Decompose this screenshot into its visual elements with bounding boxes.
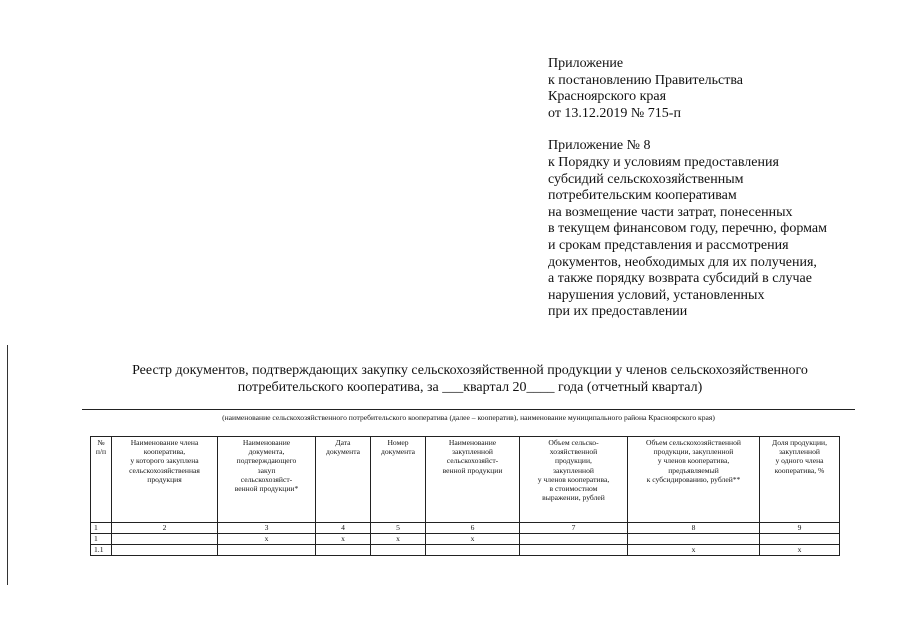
table-cell: 6 — [426, 523, 520, 534]
header-line: документа, — [248, 447, 285, 457]
appendix-line: Приложение — [548, 56, 624, 71]
header-document-number — [371, 437, 426, 523]
header-line: закупленной — [452, 447, 493, 457]
table-cell: 1.1 — [91, 545, 112, 556]
title-line: Реестр документов, подтверждающих закупку сельскохозяйственной продукции у членов сельскохозяйственного — [132, 363, 808, 378]
table-cell — [371, 545, 426, 556]
table-cell: х — [426, 534, 520, 545]
appendix-line: от 13.12.2019 № 715-п — [548, 105, 681, 121]
table-cell: х — [760, 545, 840, 556]
table-cell: 2 — [112, 523, 218, 534]
header-line: продукция — [147, 474, 182, 484]
sub-appendix-line: к Порядку и условиям предоставления — [548, 154, 779, 170]
header-line: в стоимостном — [549, 484, 598, 494]
table-cell — [316, 545, 371, 556]
header-line: продукции, закупленной — [653, 447, 734, 457]
header-line: выражении, рублей — [542, 493, 605, 503]
header-line: Наименование — [242, 438, 291, 447]
header-line: сельскохозяйст- — [240, 474, 293, 484]
header-line: венной продукции* — [234, 484, 299, 494]
header-line: у которого закуплена — [130, 456, 199, 466]
sub-appendix-line: нарушения условий, установленных — [548, 287, 765, 303]
header-line: венной продукции — [442, 465, 503, 475]
table-cell — [760, 534, 840, 545]
spacer — [548, 122, 893, 138]
table-cell: 1 — [91, 534, 112, 545]
header-line: кооператива, % — [774, 465, 825, 475]
table-cell — [426, 545, 520, 556]
header-line: кооператива, — [143, 447, 186, 457]
sub-appendix-line: на возмещение части затрат, понесенных — [548, 204, 793, 220]
table-cell: х — [371, 534, 426, 545]
table-cell — [628, 534, 760, 545]
table-cell: 9 — [760, 523, 840, 534]
appendix-line: Красноярского края — [548, 89, 667, 105]
sub-appendix-line: субсидий сельскохозяйственным — [548, 171, 744, 187]
header-line: подтверждающего — [236, 456, 297, 466]
header-line: у членов кооператива, — [657, 456, 730, 466]
header-member-share — [760, 437, 840, 523]
table-cell — [112, 545, 218, 556]
header-line: Номер — [387, 438, 409, 447]
table-header-row — [91, 437, 840, 523]
header-line: документа — [326, 447, 360, 457]
header-line: предъявляемый — [668, 465, 719, 475]
table-row — [91, 534, 840, 545]
header-document-name — [218, 437, 316, 523]
header-line: сельскохозяйственная — [129, 465, 200, 475]
table-cell: х — [316, 534, 371, 545]
header-line: п/п — [95, 447, 107, 457]
sub-appendix-line: Приложение № 8 — [548, 138, 651, 154]
table-cell: 5 — [371, 523, 426, 534]
table-cell: 1 — [91, 523, 112, 534]
header-line: Объем сельско- — [548, 438, 599, 447]
header-line: сельскохозяйст- — [446, 456, 499, 466]
registry-title — [80, 362, 860, 396]
header-line: у членов кооператива, — [537, 474, 610, 484]
table-row-column-numbers — [91, 523, 840, 534]
header-line: Доля продукции, — [772, 438, 827, 447]
table-cell: 8 — [628, 523, 760, 534]
header-line: закупленной — [779, 447, 820, 457]
header-line: Дата — [335, 438, 351, 447]
table-cell: 4 — [316, 523, 371, 534]
header-line: хозяйственной — [549, 447, 598, 457]
header-product-name — [426, 437, 520, 523]
table-cell — [520, 545, 628, 556]
sub-appendix-line: и срокам представления и рассмотрения — [548, 237, 789, 253]
title-line: потребительского кооператива, за ___квартал 20____ года (отчетный квартал) — [237, 380, 703, 395]
cooperative-name-rule — [82, 409, 855, 410]
sub-appendix-line: документов, необходимых для их получения, — [548, 254, 817, 270]
header-line: Наименование члена — [130, 438, 199, 447]
sub-appendix-line: в текущем финансовом году, перечню, формам — [548, 221, 827, 237]
table-cell: х — [218, 534, 316, 545]
header-purchase-volume — [520, 437, 628, 523]
header-line: № — [97, 438, 105, 447]
header-line: продукции, — [555, 456, 592, 466]
sub-appendix-line: при их предоставлении — [548, 304, 688, 320]
registry-table — [90, 436, 840, 556]
table-row — [91, 545, 840, 556]
appendix-line: к постановлению Правительства — [548, 72, 744, 88]
header-document-date — [316, 437, 371, 523]
table-cell — [520, 534, 628, 545]
header-number — [91, 437, 112, 523]
cooperative-name-caption: (наименование сельскохозяйственного потребительского кооператива (далее – кооператив), наименование муниципального района Красноярского края) — [222, 413, 715, 422]
header-line: документа — [381, 447, 415, 457]
table-cell: 3 — [218, 523, 316, 534]
appendix-block — [548, 56, 893, 321]
table-cell — [112, 534, 218, 545]
table-cell: 7 — [520, 523, 628, 534]
scan-margin-line — [7, 345, 8, 585]
header-line: к субсидированию, рублей** — [646, 474, 741, 484]
header-member-name — [112, 437, 218, 523]
sub-appendix-line: а также порядку возврата субсидий в случае — [548, 271, 812, 287]
header-subsidy-volume — [628, 437, 760, 523]
header-line: у одного члена — [775, 456, 824, 466]
header-line: Объем сельскохозяйственной — [646, 438, 741, 447]
header-line: закуп — [257, 465, 276, 475]
table-cell — [218, 545, 316, 556]
header-line: закупленной — [553, 465, 594, 475]
header-line: Наименование — [448, 438, 497, 447]
table-cell: х — [628, 545, 760, 556]
sub-appendix-line: потребительским кооперативам — [548, 188, 737, 204]
